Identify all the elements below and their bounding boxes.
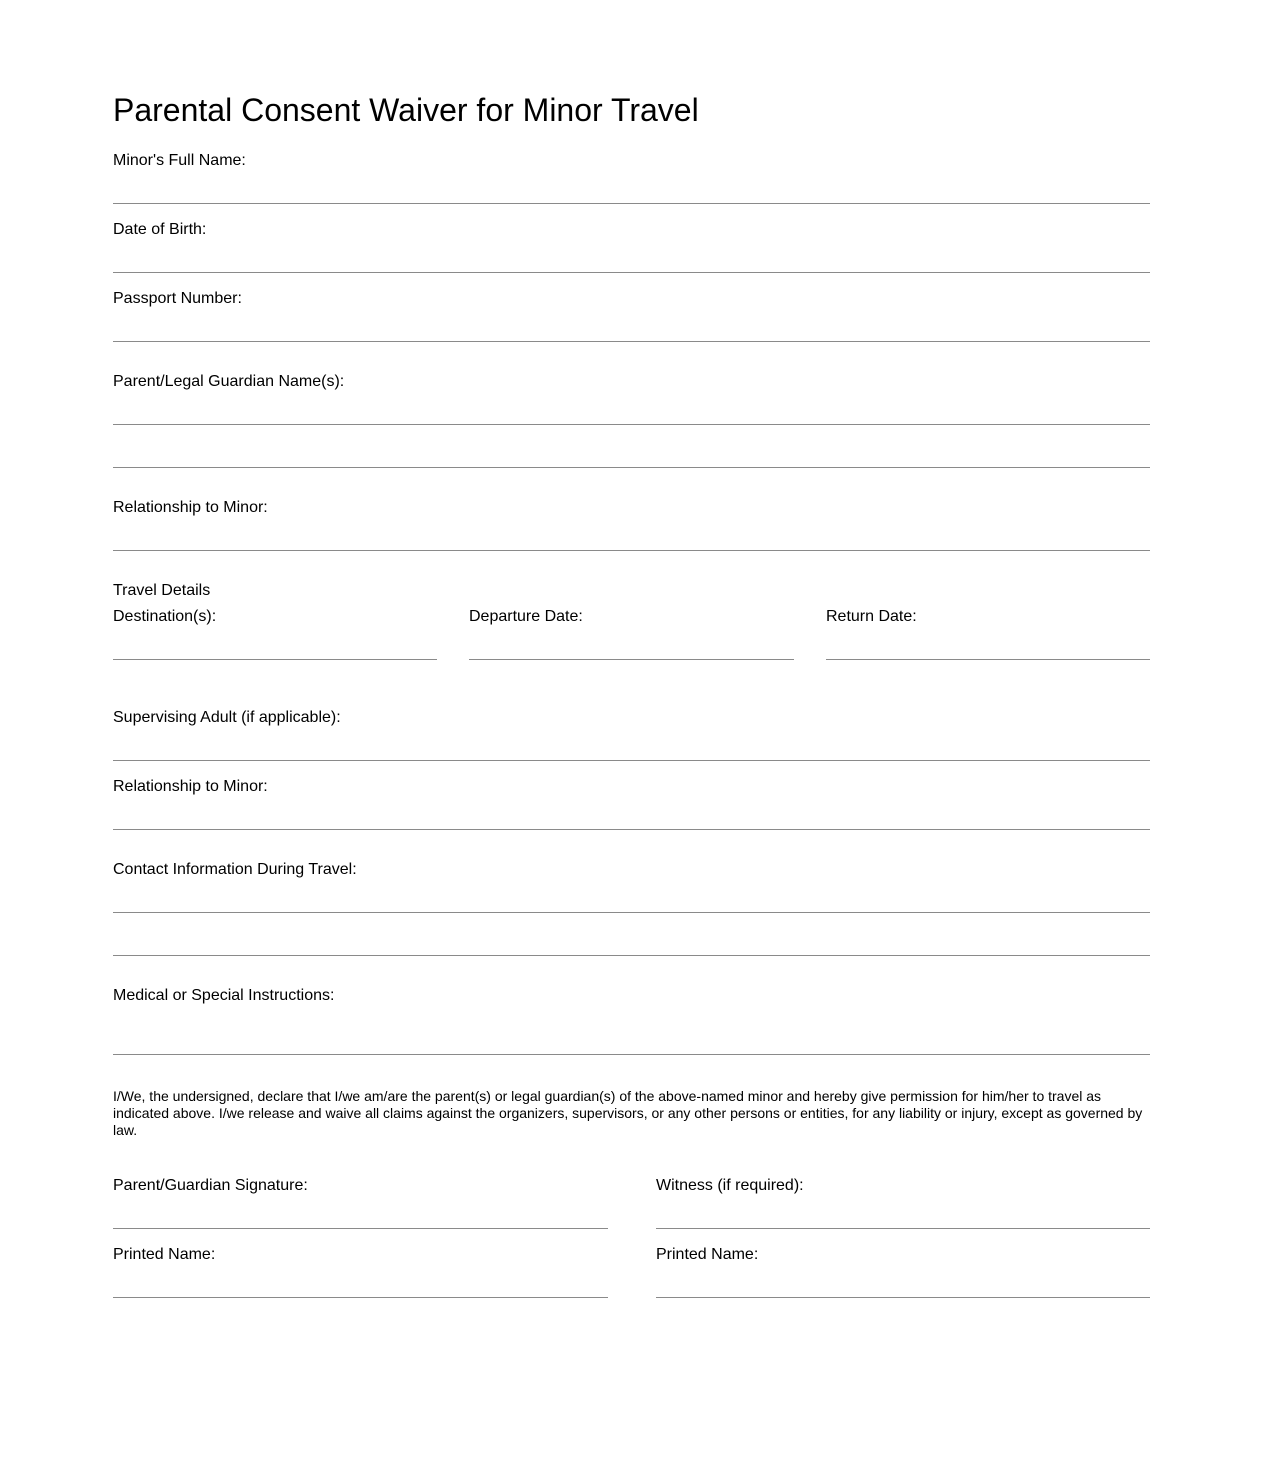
- return-date-label: Return Date:: [826, 608, 917, 625]
- parent-printed-name-field[interactable]: [113, 1297, 608, 1298]
- travel-details-heading: Travel Details: [113, 582, 211, 599]
- supervising-adult-field[interactable]: [113, 760, 1150, 761]
- destinations-field[interactable]: [113, 659, 437, 660]
- supervisor-relationship-field[interactable]: [113, 829, 1150, 830]
- parent-signature-label: Parent/Guardian Signature:: [113, 1177, 308, 1194]
- contact-field-1[interactable]: [113, 912, 1150, 913]
- page-title: Parental Consent Waiver for Minor Travel: [113, 92, 699, 128]
- dob-field[interactable]: [113, 272, 1150, 273]
- passport-label: Passport Number:: [113, 290, 242, 307]
- witness-label: Witness (if required):: [656, 1177, 804, 1194]
- declaration-text: I/We, the undersigned, declare that I/we am/are the parent(s) or legal guardian(s) of the above-named minor and hereby give permission for him/her to travel as indicated above. I/we release and waive all claims against the organizers, supervisors, or any other persons or entities, for any liability or injury, except as governed by law.: [113, 1088, 1143, 1138]
- destinations-label: Destination(s):: [113, 608, 217, 625]
- dob-label: Date of Birth:: [113, 221, 207, 238]
- parent-signature-field[interactable]: [113, 1228, 608, 1229]
- witness-signature-field[interactable]: [656, 1228, 1150, 1229]
- medical-label: Medical or Special Instructions:: [113, 987, 335, 1004]
- contact-label: Contact Information During Travel:: [113, 861, 357, 878]
- relationship-label: Relationship to Minor:: [113, 499, 268, 516]
- medical-field[interactable]: [113, 1054, 1150, 1055]
- minor-name-field[interactable]: [113, 203, 1150, 204]
- witness-printed-name-field[interactable]: [656, 1297, 1150, 1298]
- minor-name-label: Minor's Full Name:: [113, 152, 246, 169]
- departure-date-field[interactable]: [469, 659, 794, 660]
- guardian-names-field-2[interactable]: [113, 467, 1150, 468]
- supervisor-relationship-label: Relationship to Minor:: [113, 778, 268, 795]
- guardian-names-field-1[interactable]: [113, 424, 1150, 425]
- supervising-adult-label: Supervising Adult (if applicable):: [113, 709, 341, 726]
- departure-date-label: Departure Date:: [469, 608, 583, 625]
- parent-printed-name-label: Printed Name:: [113, 1246, 216, 1263]
- contact-field-2[interactable]: [113, 955, 1150, 956]
- witness-printed-name-label: Printed Name:: [656, 1246, 759, 1263]
- guardian-names-label: Parent/Legal Guardian Name(s):: [113, 373, 345, 390]
- return-date-field[interactable]: [826, 659, 1150, 660]
- passport-field[interactable]: [113, 341, 1150, 342]
- relationship-field[interactable]: [113, 550, 1150, 551]
